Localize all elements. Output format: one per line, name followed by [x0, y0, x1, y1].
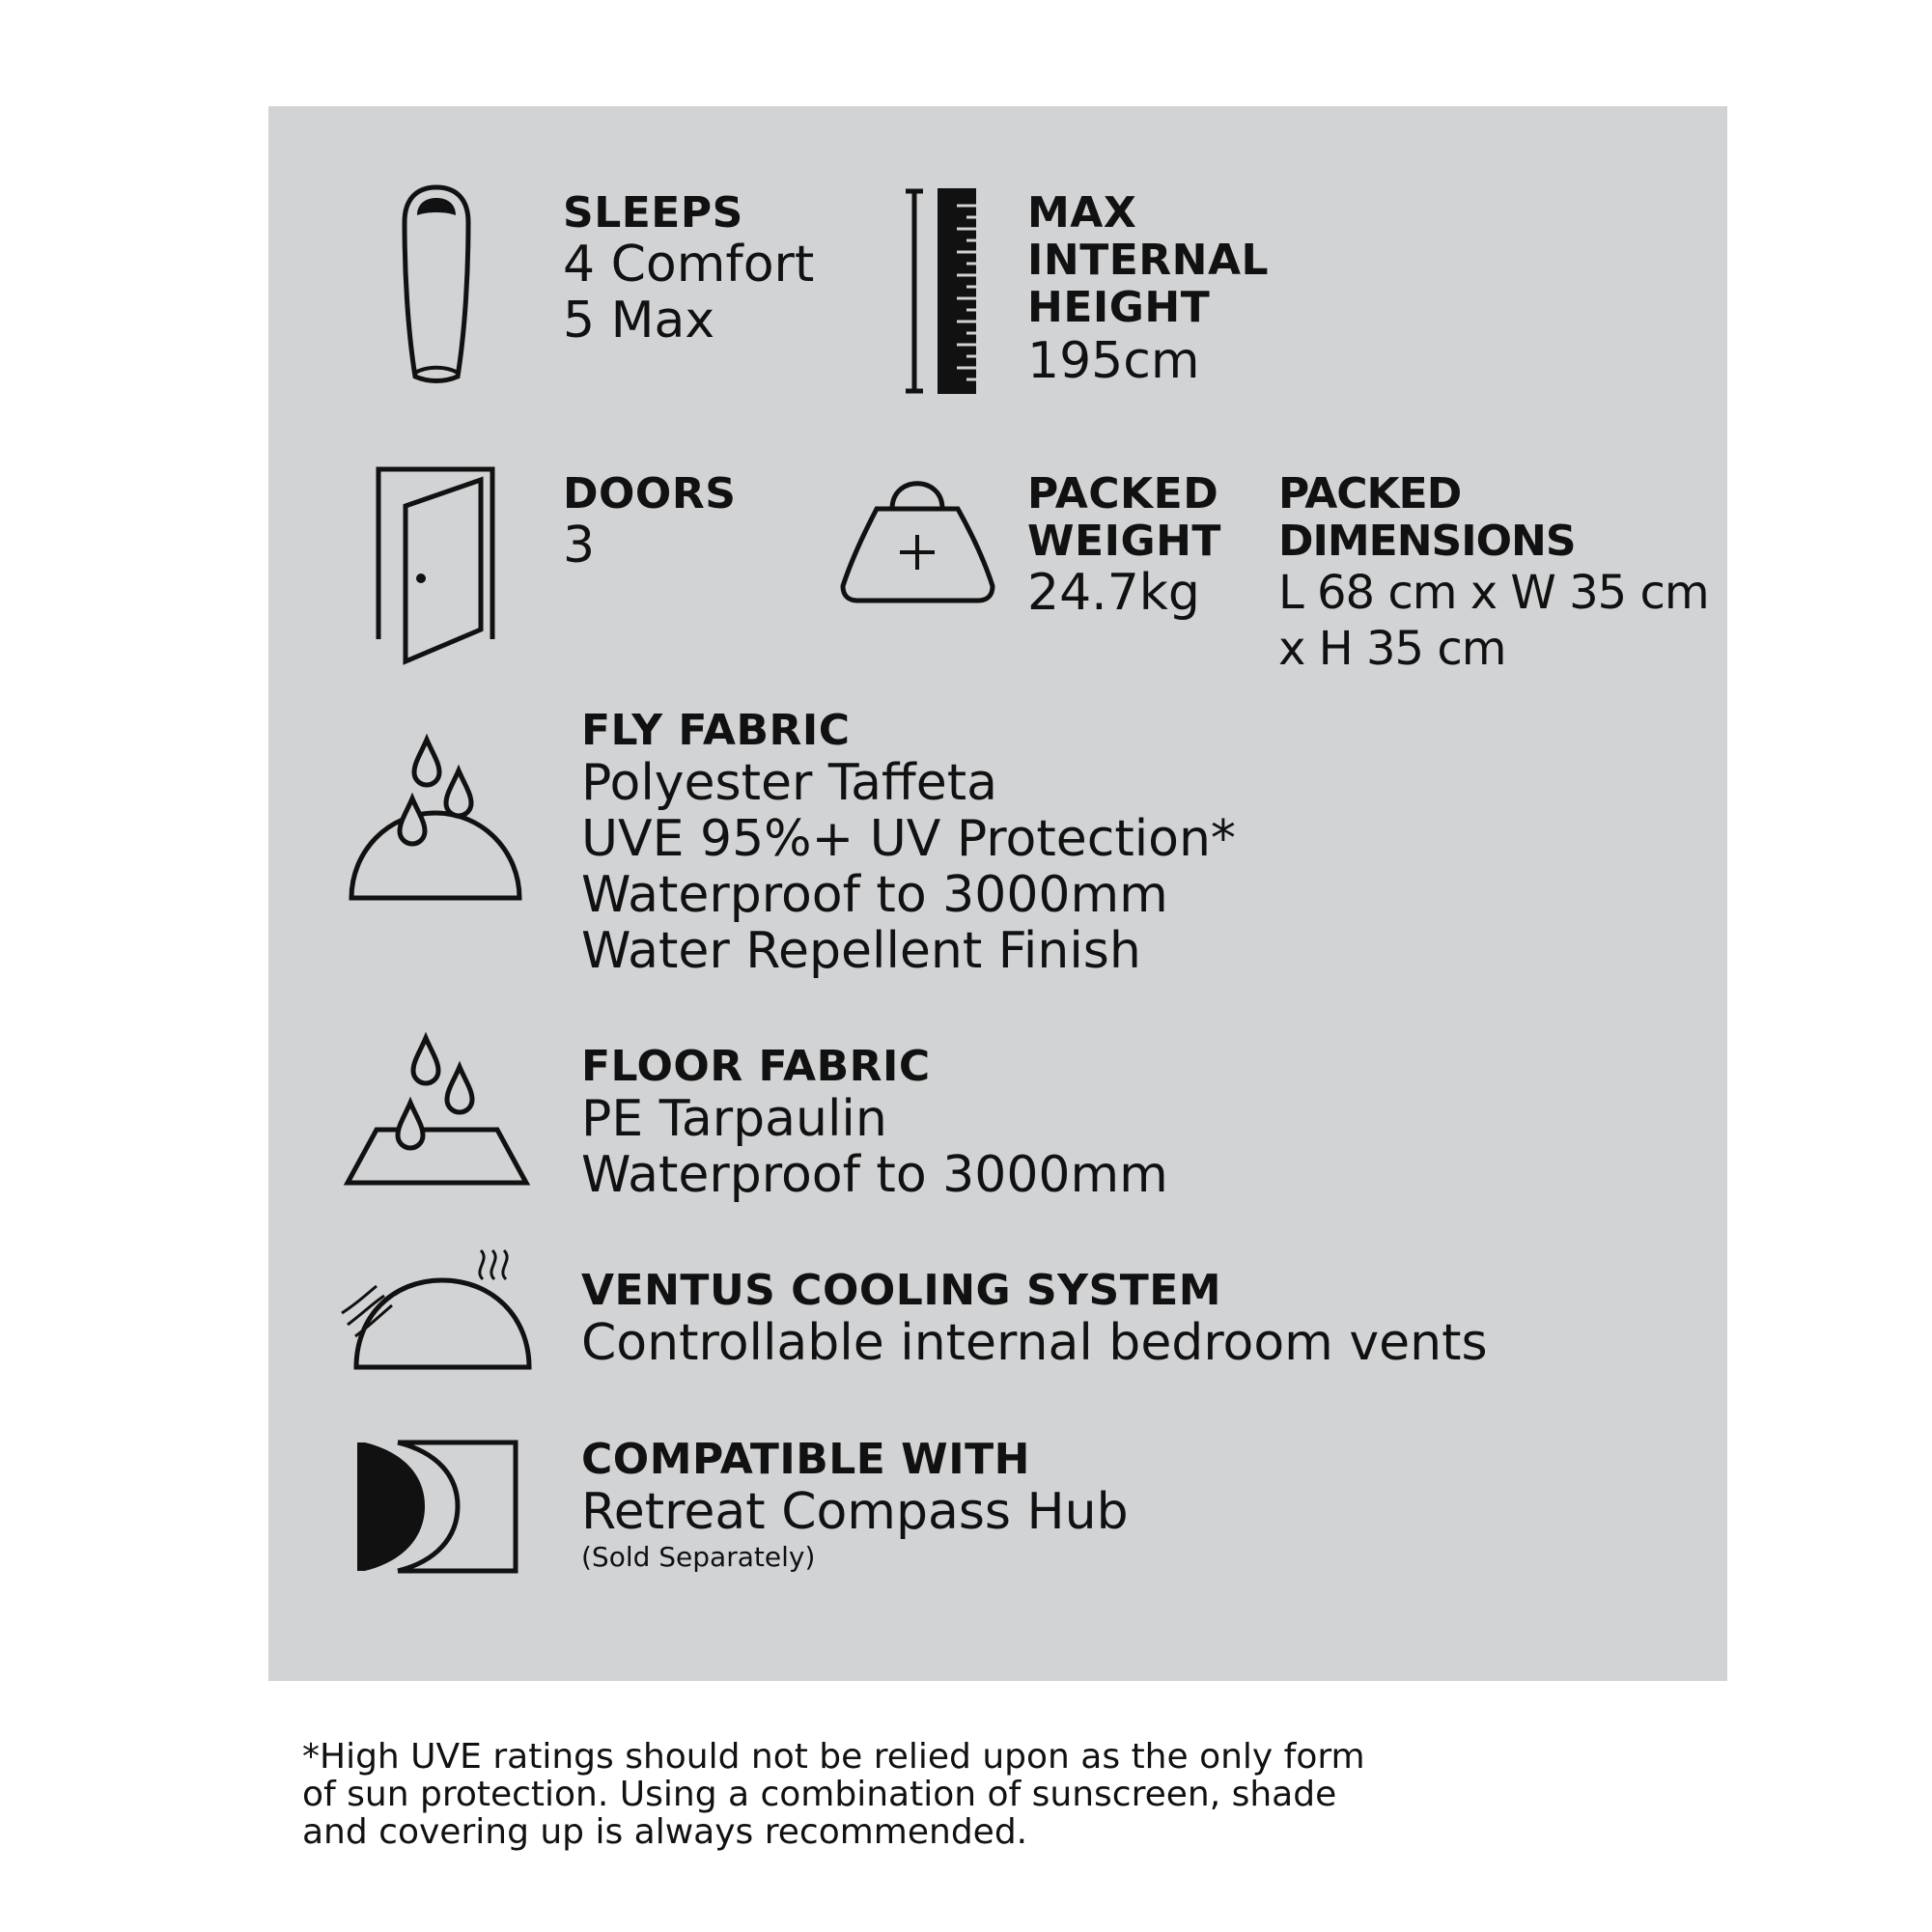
- compatible-heading: COMPATIBLE WITH: [581, 1435, 1030, 1484]
- fly-fabric-line-1: Polyester Taffeta: [581, 754, 998, 812]
- dimensions-line-1: L 68 cm x W 35 cm: [1278, 566, 1709, 620]
- footnote: [302, 1738, 1365, 1851]
- doors-value: 3: [563, 517, 596, 574]
- height-heading-line-3: HEIGHT: [1027, 283, 1211, 332]
- compatible-note: (Sold Separately): [581, 1541, 816, 1573]
- height-heading-line-1: MAX: [1027, 188, 1137, 238]
- sleeping-bag-icon: [398, 183, 475, 386]
- weight-bag-icon: [838, 465, 997, 605]
- fly-fabric-heading: FLY FABRIC: [581, 706, 851, 755]
- footnote-line-3: and covering up is always recommended.: [302, 1812, 1028, 1852]
- door-icon: [375, 465, 500, 668]
- floor-fabric-rain-icon: [343, 1033, 531, 1188]
- sleeps-max: 5 Max: [563, 292, 715, 350]
- height-heading-line-2: INTERNAL: [1027, 236, 1270, 285]
- floor-fabric-heading: FLOOR FABRIC: [581, 1042, 931, 1091]
- footnote-line-1: *High UVE ratings should not be relied upon as the only form: [302, 1737, 1365, 1777]
- cooling-heading: VENTUS COOLING SYSTEM: [581, 1266, 1222, 1315]
- fly-fabric-line-2: UVE 95%+ UV Protection*: [581, 810, 1236, 868]
- weight-value: 24.7kg: [1027, 564, 1200, 622]
- fly-fabric-rain-icon: [348, 736, 526, 900]
- floor-fabric-line-2: Waterproof to 3000mm: [581, 1146, 1168, 1204]
- dimensions-heading-line-1: PACKED: [1278, 469, 1462, 518]
- compatible-hub-icon: [355, 1441, 519, 1576]
- cooling-line-1: Controllable internal bedroom vents: [581, 1314, 1488, 1372]
- ventilation-icon: [338, 1246, 536, 1371]
- sleeps-heading: SLEEPS: [563, 188, 743, 238]
- dimensions-line-2: x H 35 cm: [1278, 622, 1506, 676]
- dimensions-heading-line-2: DIMENSIONS: [1278, 517, 1576, 566]
- height-value: 195cm: [1027, 332, 1200, 390]
- height-ruler-icon: [903, 188, 980, 396]
- sleeps-comfort: 4 Comfort: [563, 236, 815, 294]
- weight-heading-line-1: PACKED: [1027, 469, 1219, 518]
- floor-fabric-line-1: PE Tarpaulin: [581, 1090, 887, 1148]
- footnote-line-2: of sun protection. Using a combination of sunscreen, shade: [302, 1775, 1337, 1814]
- compatible-line-1: Retreat Compass Hub: [581, 1483, 1129, 1541]
- doors-heading: DOORS: [563, 469, 737, 518]
- fly-fabric-line-3: Waterproof to 3000mm: [581, 866, 1168, 924]
- fly-fabric-line-4: Water Repellent Finish: [581, 922, 1141, 980]
- weight-heading-line-2: WEIGHT: [1027, 517, 1221, 566]
